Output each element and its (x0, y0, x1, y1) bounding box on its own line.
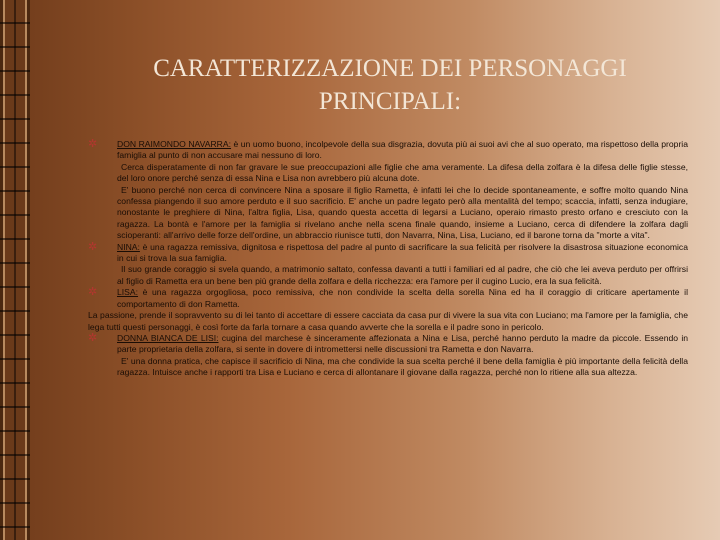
star-icon: ✲ (88, 138, 98, 150)
paragraph: E' buono perché non cerca di convincere Nina a sposare il figlio Rametta, è infatti lei che lo decide spontaneamente, e soffre molto quando Nina confessa piangendo il suo amore perduto e il suo sacrificio. E' anche un padre legato però alla mentalità del tempo; scaccia, infatti, senza indugiare, nonostante le preghiere di Nina, l'altra figlia, Lisa, quando questa accetta di legarsi a Luciano, operaio rimasto presto orfano e cresciuto con la ragazza. La bontà e l'amore per la famiglia si rivelano anche nella scena finale quando, insieme a Luciano, cerca di difendere la zolfara dagli scioperanti: all'arrivo delle forze dell'ordine, un abbraccio riunisce tutti, don Navarra, Nina, Lisa, Luciano, ed il barone torna da "morte a vita". (117, 184, 688, 241)
character-name: DON RAIMONDO NAVARRA: (117, 139, 232, 149)
star-icon: ✲ (88, 240, 98, 253)
star-icon: ✲ (88, 331, 98, 344)
list-item-text (117, 333, 688, 356)
decorative-border (0, 0, 30, 540)
list-item-lisa (88, 287, 688, 333)
paragraph: è un uomo buono, incolpevole della sua disgrazia, dovuta più ai suoi avi che al suo operato, ma rispettoso della propria famiglia al punto di non accusare mai nessuno di loro. (117, 139, 688, 161)
title-line-1: CARATTERIZZAZIONE DEI PERSONAGGI (153, 55, 627, 82)
paragraph: La passione, prende il sopravvento su di lei tanto di accettare di essere cacciata da casa pur di vivere la sua vita con Luciano; ma l'amore per la famiglia, che lega tutti questi personaggi, è così forte da farla tornare a casa quando avverte che la sorella e il padre sono in pericolo. (88, 310, 688, 332)
paragraph: Cerca disperatamente di non far gravare le sue preoccupazioni alle figlie che ama veramente. La difesa della zolfara è la difesa delle figlie stesse, del loro onore perché senza di essa Nina e Lisa non avrebbero più alcuna dote. (117, 161, 688, 184)
character-list (88, 139, 688, 379)
paragraph: è una ragazza remissiva, dignitosa e rispettosa del padre al punto di sacrificare la sua felicità per risolvere la disastrosa situazione economica in cui si trova la sua famiglia. (117, 241, 688, 264)
page-title (60, 52, 720, 118)
paragraph: E' una donna pratica, che capisce il sacrificio di Nina, ma che condivide la sua scelta perché il bene della famiglia è più importante della felicità della ragazza. Intuisce anche i rapporti tra Lisa e Luciano e cerca di allontanare il giovane dalla ragazza, perché non lo ritiene alla sua altezza. (117, 355, 688, 378)
list-item-nina (88, 242, 688, 288)
list-item-text (117, 139, 688, 162)
list-item-text (117, 287, 688, 310)
character-name: LISA: (117, 287, 139, 298)
character-name: NINA: (117, 241, 140, 252)
list-item-raimondo (88, 139, 688, 242)
paragraph: è una ragazza orgogliosa, poco remissiva, che non condivide la scelta della sorella Nina ed ha il coraggio di criticare apertamente il comportamento di don Rametta. (117, 287, 688, 309)
list-item-text (117, 242, 688, 265)
paragraph: Il suo grande coraggio si svela quando, a matrimonio saltato, confessa davanti a tutti i familiari ed al padre, che ciò che lei aveva perduto per offrirsi al figlio di Rametta era un bene ben più grande della zolfara e della ricchezza: era l'amore per il cugino Lucio, era la sua felicità. (117, 264, 688, 286)
list-item-bianca (88, 333, 688, 379)
paragraph: cugina del marchese è sinceramente affezionata a Nina e Lisa, perché hanno perduto la madre da piccole. Essendo in parte proprietaria della zolfara, si sente in dovere di intromettersi nelle discussioni tra Rametta e don Navarra. (117, 332, 689, 355)
character-name: DONNA BIANCA DE LISI: (117, 332, 219, 343)
star-icon: ✲ (88, 286, 98, 299)
title-line-2: PRINCIPALI: (318, 88, 462, 115)
